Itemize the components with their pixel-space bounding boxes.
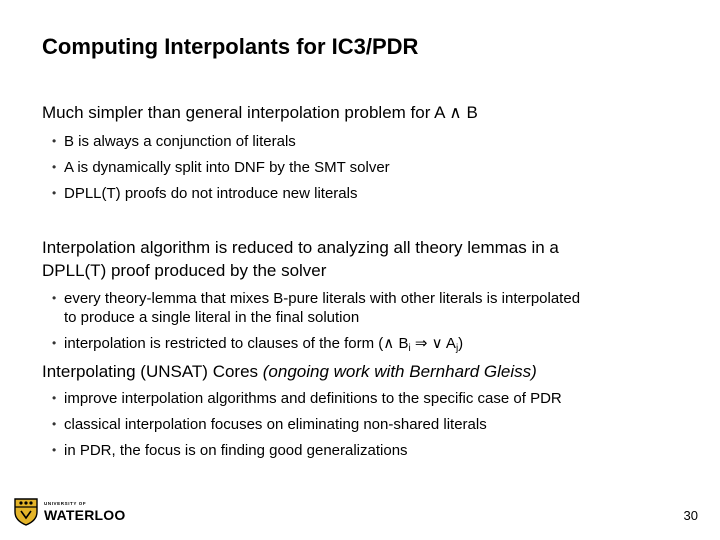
formula-suffix: ) (458, 335, 464, 352)
list-item (52, 389, 562, 408)
section3-heading (42, 360, 537, 383)
section1-heading: Much simpler than general interpolation problem for A ∧ B (42, 103, 478, 122)
formula-prefix: interpolation is restricted to clauses of the form (∧ B (64, 335, 409, 352)
bullet-text: in PDR, the focus is on finding good generalizations (64, 442, 408, 459)
bullet-dot: • (52, 443, 57, 457)
bullet-dot: • (52, 134, 57, 148)
page-number: 30 (683, 508, 698, 523)
logo-waterloo: WATERLOO (44, 507, 126, 523)
section3-heading-text: Interpolating (UNSAT) Cores (42, 362, 263, 381)
list-item (52, 132, 296, 151)
bullet-dot: • (52, 186, 57, 200)
list-item (52, 334, 463, 358)
formula-mid: ⇒ ∨ A (410, 335, 456, 352)
slide-title: Computing Interpolants for IC3/PDR (42, 34, 419, 59)
list-item (52, 158, 390, 177)
university-logo (14, 498, 124, 528)
bullet-dot: • (52, 291, 57, 305)
list-item (52, 184, 357, 203)
bullet-text-line1: every theory-lemma that mixes B-pure literals with other literals is interpolated (64, 290, 581, 307)
bullet-text: classical interpolation focuses on eliminating non-shared literals (64, 416, 487, 433)
bullet-text: improve interpolation algorithms and definitions to the specific case of PDR (64, 390, 562, 407)
bullet-text-line2: to produce a single literal in the final solution (64, 309, 360, 326)
bullet-dot: • (52, 417, 57, 431)
bullet-text: A is dynamically split into DNF by the SMT solver (64, 159, 390, 176)
formula-sub-j: j (455, 343, 459, 354)
bullet-text: B is always a conjunction of literals (64, 133, 296, 150)
section3-heading-italic: (ongoing work with Bernhard Gleiss) (262, 362, 537, 381)
section2-heading (42, 236, 559, 282)
list-item (52, 289, 580, 327)
list-item (52, 415, 487, 434)
bullet-dot: • (52, 391, 57, 405)
section2-heading-line2: DPLL(T) proof produced by the solver (42, 261, 327, 280)
crest-icon (14, 498, 38, 526)
list-item (52, 441, 408, 460)
logo-university-of: UNIVERSITY OF (44, 501, 87, 506)
bullet-text: DPLL(T) proofs do not introduce new literals (64, 185, 358, 202)
section2-heading-line1: Interpolation algorithm is reduced to analyzing all theory lemmas in a (42, 238, 559, 257)
bullet-dot: • (52, 160, 57, 174)
bullet-dot: • (52, 336, 57, 350)
formula-sub-i: i (408, 343, 411, 354)
